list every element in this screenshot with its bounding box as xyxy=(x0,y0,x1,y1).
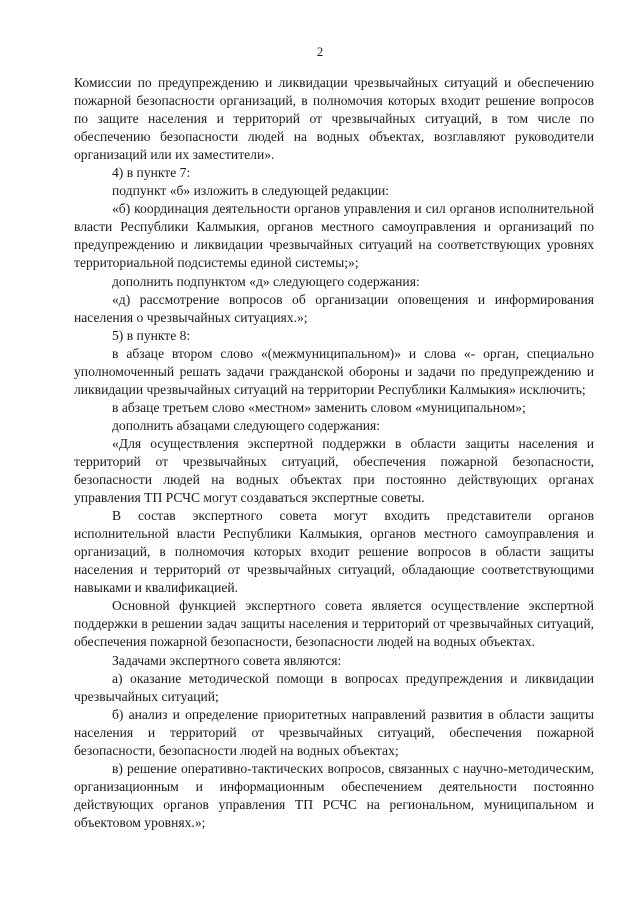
paragraph-subitem-d-intro: дополнить подпунктом «д» следующего содержания: xyxy=(112,273,420,289)
paragraph-task-v: в) решение оперативно-тактических вопросов, связанных с научно-методическим, организационным и информационным обеспечением деятельности постоянно действующих органов управления ТП РСЧС на региональном, муниципальном и объектовом уровнях.»; xyxy=(74,760,594,830)
paragraph-subitem-b-intro: подпункт «б» изложить в следующей редакции: xyxy=(112,183,390,199)
paragraph-add-abzacs: дополнить абзацами следующего содержания: xyxy=(112,417,381,433)
paragraph-task-a: а) оказание методической помощи в вопросах предупреждения и ликвидации чрезвычайных ситуаций; xyxy=(74,670,594,704)
paragraph-third-abzac: в абзаце третьем слово «местном» заменить словом «муниципальном»; xyxy=(112,399,526,415)
paragraph-subitem-d-text: «д) рассмотрение вопросов об организации оповещения и информирования населения о чрезвычайных ситуациях.»; xyxy=(74,291,594,325)
paragraph-second-abzac: в абзаце втором слово «(межмуниципальном)» и слова «- орган, специально уполномоченный решать задачи гражданской обороны и задачи по предупреждению и ликвидации чрезвычайных ситуаций на территории Республики Калмыкия» исключить; xyxy=(74,345,594,397)
paragraph-expert-composition: В состав экспертного совета могут входить представители органов исполнительной власти Республики Калмыкия, органов местного самоуправления и организаций, в полномочия которых входит решение вопросов в области защиты населения и территорий от чрезвычайных ситуаций, обладающие соответствующими навыками и квалификацией. xyxy=(74,508,594,596)
page-number: 2 xyxy=(316,44,324,59)
paragraph-subitem-b-text: «б) координация деятельности органов управления и сил органов исполнительной власти Республики Калмыкия, органов местного самоуправления и организаций по предупреждению и ликвидации чрезвычайных ситуаций на соответствующих уровнях территориальной подсистемы единой системы;»; xyxy=(74,201,594,271)
paragraph-expert-function: Основной функцией экспертного совета является осуществление экспертной поддержки в решении задач защиты населения и территорий от чрезвычайных ситуаций, обеспечения пожарной безопасности, безопасности людей на водных объектах. xyxy=(74,598,594,650)
paragraph-expert-support: «Для осуществления экспертной поддержки в области защиты населения и территорий от чрезвычайных ситуаций, обеспечения пожарной безопасности, безопасности людей на водных объектах при постоянно действующих органах управления ТП РСЧС могут создаваться экспертные советы. xyxy=(74,435,594,506)
paragraph-item-4: 4) в пункте 7: xyxy=(112,165,191,181)
paragraph-expert-tasks-intro: Задачами экспертного совета являются: xyxy=(112,652,342,668)
document-body xyxy=(74,74,594,832)
paragraph-task-b: б) анализ и определение приоритетных направлений развития в области защиты населения и территорий от чрезвычайных ситуаций, обеспечения пожарной безопасности, безопасности людей на водных объектах; xyxy=(74,706,594,758)
paragraph-item-5: 5) в пункте 8: xyxy=(112,327,191,343)
paragraph-commission-heads: Комиссии по предупреждению и ликвидации чрезвычайных ситуаций и обеспечению пожарной безопасности организаций, в полномочия которых входит решение вопросов по защите населения и территорий от чрезвычайных ситуаций, в том числе по обеспечению безопасности людей на водных объектах, возглавляют руководители организаций или их заместители». xyxy=(74,75,594,163)
